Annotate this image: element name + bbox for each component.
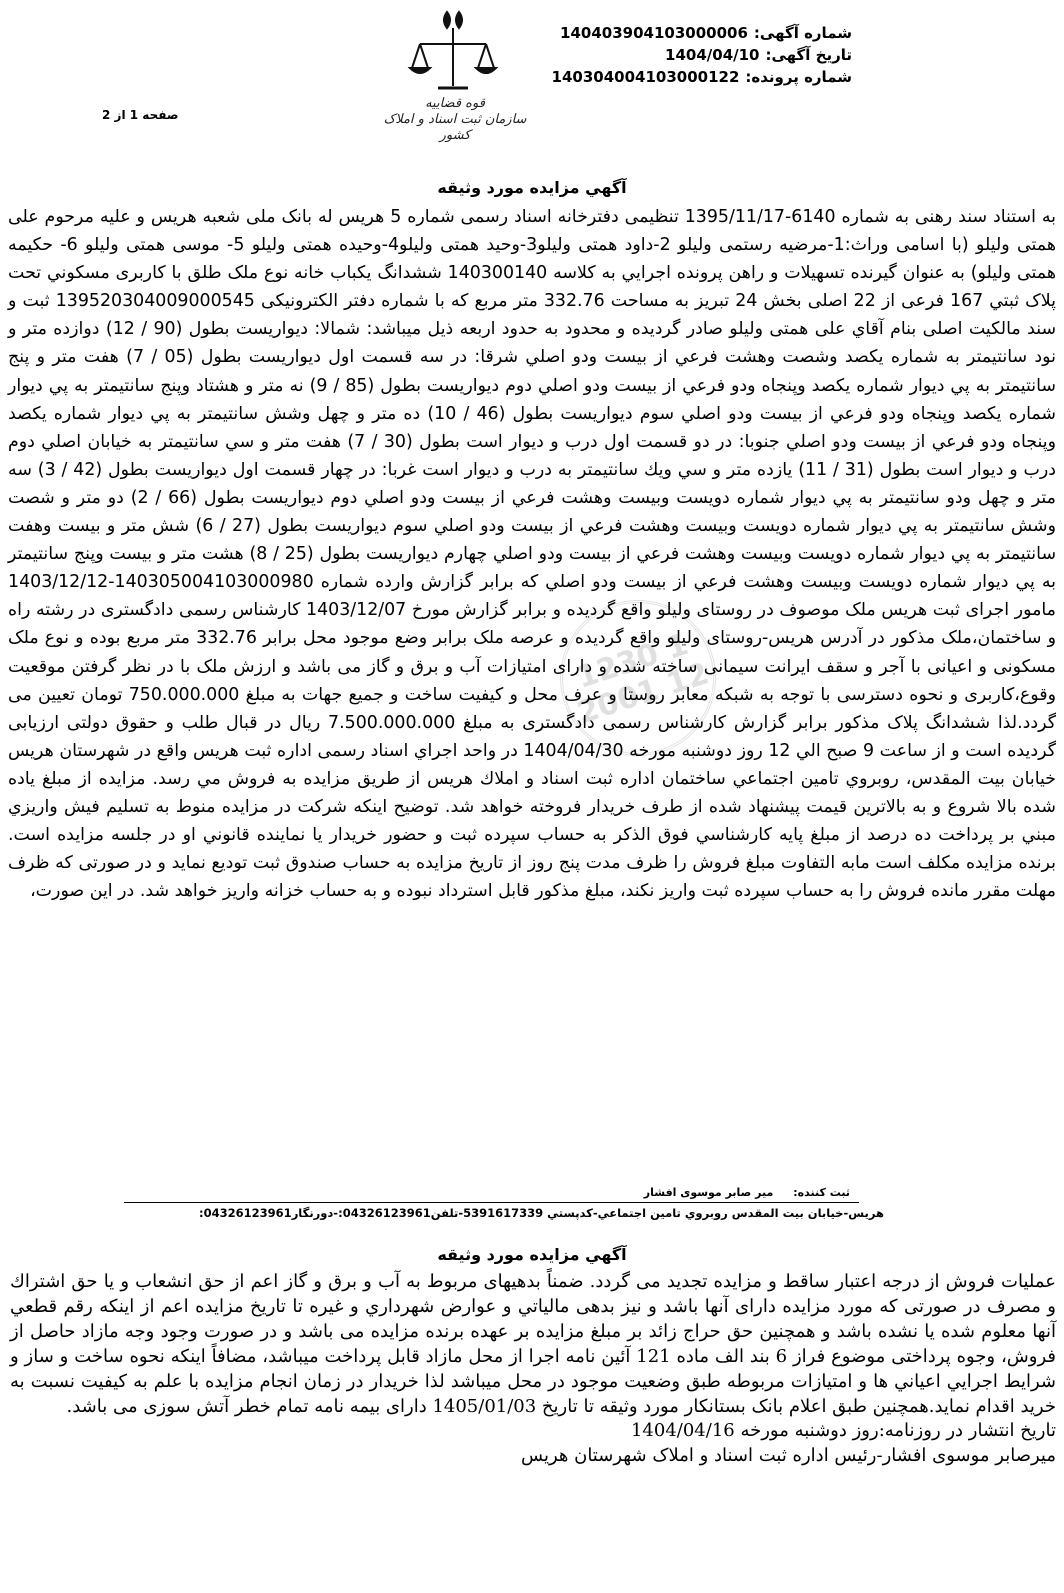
ad-number: 140403904103000006 [560, 24, 748, 42]
org-line-2: سازمان ثبت اسناد و املاک کشور [383, 112, 527, 143]
ad-number-label: شماره آگهی: [753, 24, 852, 42]
office-address: هريس-خيابان بيت المقدس روبروي تامين اجتماعي-كدپستي 5391617339-تلفن04326123961:-دورنگار04326123961: [199, 1206, 884, 1220]
ad-date: 1404/04/10 [665, 46, 760, 64]
section1-title: آگهي مزايده مورد وثيقه [437, 178, 627, 197]
header-meta [532, 22, 852, 88]
registrar-line [624, 1186, 850, 1199]
publish-value: روز دوشنبه مورخه 1404/04/16 [630, 1420, 879, 1442]
ad-date-row [532, 44, 852, 66]
section1-body: به استناد سند رهنی به شماره 6140-1395/11/17 تنظیمی دفترخانه اسناد رسمی شماره 5 هریس له بانک ملی شعبه هریس و علیه مرحوم علی همتی ولیلو (با اسامی وراث:1-مرضیه رستمی ولیلو 2-داود همتی ولیلو3-وحید همتی ولیلو4-وحیده همتی ولیلو 5- موسی همتی ولیلو 6- حکیمه همتی ولیلو) به عنوان گیرنده تسهیلات و راهن پرونده اجرايي به كلاسه 140300140 ششدانگ یکباب خانه نوع ملک طلق با کاربری مسكوني تحت پلاک ثبتي 167 فرعی از 22 اصلی بخش 24 تبریز به مساحت 332.76 متر مربع که با شماره دفتر الکترونیکی 13952030400900054​5 ثبت و سند مالکیت اصلی بنام آقاي علی همتی ولیلو صادر گردیده و محدود به حدود اربعه ذیل میباشد: شمالا: ديواريست بطول (90 / 12) دوازده متر و نود سانتيمتر به شماره يكصد وشصت وهشت فرعي از بيست ودو اصلي شرقا: در سه قسمت اول ديواريست بطول (05 / 7) هفت متر و پنج سانتيمتر به پي ديوار شماره يكصد وپنجاه ودو فرعي از بيست ودو اصلي دوم ديواريست بطول (85 / 9) نه متر و هشتاد وپنج سانتيمتر به پي ديوار شماره يكصد وپنجاه ودو فرعي از بيست ودو اصلي سوم ديواريست بطول (46 / 10) ده متر و چهل وشش سانتيمتر به پي ديوار شماره يكصد وپنجاه ودو فرعي از بيست ودو اصلي جنوبا: در دو قسمت اول درب و ديوار است بطول (30 / 7) هفت متر و سي سانتيمتر به خيابان اصلي دوم درب و ديوار است بطول (31 / 11) يازده متر و سي ويك سانتيمتر به درب و ديوار است غربا: در چهار قسمت اول ديواريست بطول (42 / 3) سه متر و چهل ودو سانتيمتر به پي ديوار شماره دويست وبيست وهشت فرعي از بيست ودو اصلي دوم ديواريست بطول (66 / 2) دو متر و شصت وشش سانتيمتر به پي ديوار شماره دويست وبيست وهشت فرعي از بيست ودو اصلي سوم ديواريست بطول (27 / 6) شش متر و بيست وهفت سانتيمتر به پي ديوار شماره دويست وبيست وهشت فرعي از بيست ودو اصلي چهارم ديواريست بطول (25 / 8) هشت متر و بيست وپنج سانتيمتر به پي ديوار شماره دويست وبيست وهشت فرعي از بيست ودو اصلي كه برابر گزارش وارده شماره 140305004103000980-1403/12/12 مامور اجرای ثبت هریس ملک موصوف در روستای ولیلو واقع گردیده و برابر گزارش مورخ 1403/12/07 کارشناس رسمی دادگستری در رشته راه و ساختمان،ملک مذکور در آدرس هریس-روستای ولیلو واقع گردیده و عرصه ملک برابر وضع موجود محل برابر 332.76 متر مربع بوده و نوع ملک مسکونی و اعیانی با آجر و سقف ایرانت سیمانی ساخته شده و دارای امتیازات آب و برق و گاز می باشد و ارزش ملک با در نظر گرفتن موقعیت وقوع،کاربری و نحوه دسترسی با توجه به شبکه معابر روستا و عرف محل و کیفیت ساخت و جمیع جهات به مبلغ 750.000.000 تومان تعیین می گردد.لذا ششدانگ پلاک مذکور برابر گزارش کارشناس رسمی دادگستری به مبلغ 7.500.000.000 ريال در قبال طلب و حقوق دولتی ارزیابی گردیده است و از ساعت 9 صبح الي 12 روز دوشنبه مورخه 1404/04/30 در واحد اجراي اسناد رسمی اداره ثبت هریس واقع در شهرستان هریس خیابان بیت المقدس، روبروي تامین اجتماعي ساختمان اداره ثبت اسناد و املاك هریس از طريق مزايده به فروش مي رسد. مزايده از مبلغ ياده شده بالا شروع و به بالاترين قيمت پيشنهاد شده از طرف خريدار فروخته خواهد شد. توضيح اينكه شركت در مزايده منوط به تسليم فيش واريزي مبني بر پرداخت ده درصد از مبلغ پايه كارشناسي فوق الذكر به حساب سپرده ثبت و حضور خريدار يا نماينده قانوني او در جلسه مزايده است. برنده مزايده مكلف است مابه التفاوت مبلغ فروش را ظرف مدت پنج روز از تاريخ مزايده به حساب صندوق ثبت توديع نمايد و در صورتی كه ظرف مهلت مقرر مانده فروش را به حساب سپرده ثبت واريز نكند، مبلغ مذكور قابل استرداد نبوده و به حساب خزانه واريز خواهد شد. در اين صورت، [8, 207, 1057, 902]
section2-body [10, 1270, 1056, 1469]
page-indicator: صفحه 1 از 2 [102, 108, 179, 122]
file-number: 140304004103000122 [551, 68, 740, 86]
ad-date-label: تاریخ آگهی: [765, 46, 852, 64]
section2-title: آگهي مزايده مورد وثيقه [437, 1245, 627, 1264]
divider [124, 1202, 859, 1203]
section2-text: عملیات فروش از درجه اعتبار ساقط و مزايده تجدید مى گردد. ضمناً بدهيهاى مربوط به آب و برق و گاز اعم از حق انشعاب و يا حق اشتراك و مصرف در صورتی كه مورد مزايده داراى آنها باشد و نيز بدهى مالياتي و عوارض شهرداري و غيره تا تاريخ مزايده اعم از اينكه رقم قطعي آنها معلوم شده يا نشده باشد و همچنين حق حراج زائد بر مبلغ مزايده بر عهده برنده مزايده مى باشد و در صورت وجود وجه مازاد حاصل از فروش، وجوه پرداختی موضوع فراز 6 بند الف ماده 121 آئین نامه اجرا از محل مازاد قابل پرداخت ميباشد، مضافاً اينكه نحوه ساخت و ساز و شرايط اجرايي اعياني ها و امتيازات مربوطه طبق وضعيت موجود در محل ميباشد لذا خريدار در زمان انجام مزايده با علم به كيفيت نسبت به خريد اقدام نمايد.همچنین طبق اعلام بانک بستانکار مورد وثیقه تا تاریخ 1405/01/03 دارای بیمه نامه تمام خطر آتش سوزی می باشد. [10, 1271, 1056, 1417]
organization-logo-text [370, 96, 540, 144]
judiciary-scales-emblem-icon [398, 8, 508, 98]
signature-line: میرصابر موسوی افشار-رئیس اداره ثبت اسناد و املاک شهرستان هریس [521, 1445, 1056, 1467]
org-line-1: قوه قضاییه [425, 96, 485, 111]
file-number-label: شماره پرونده: [745, 68, 852, 86]
registrar-label: ثبت کننده: [793, 1186, 850, 1199]
stamp-watermark: 1230 1 2001 12 [540, 580, 737, 777]
publish-label: تاريخ انتشار در روزنامه: [878, 1420, 1056, 1442]
registrar-name: میر صابر موسوی افشار [643, 1186, 774, 1199]
publish-line [10, 1419, 1056, 1444]
file-number-row [532, 66, 852, 88]
ad-number-row [532, 22, 852, 44]
